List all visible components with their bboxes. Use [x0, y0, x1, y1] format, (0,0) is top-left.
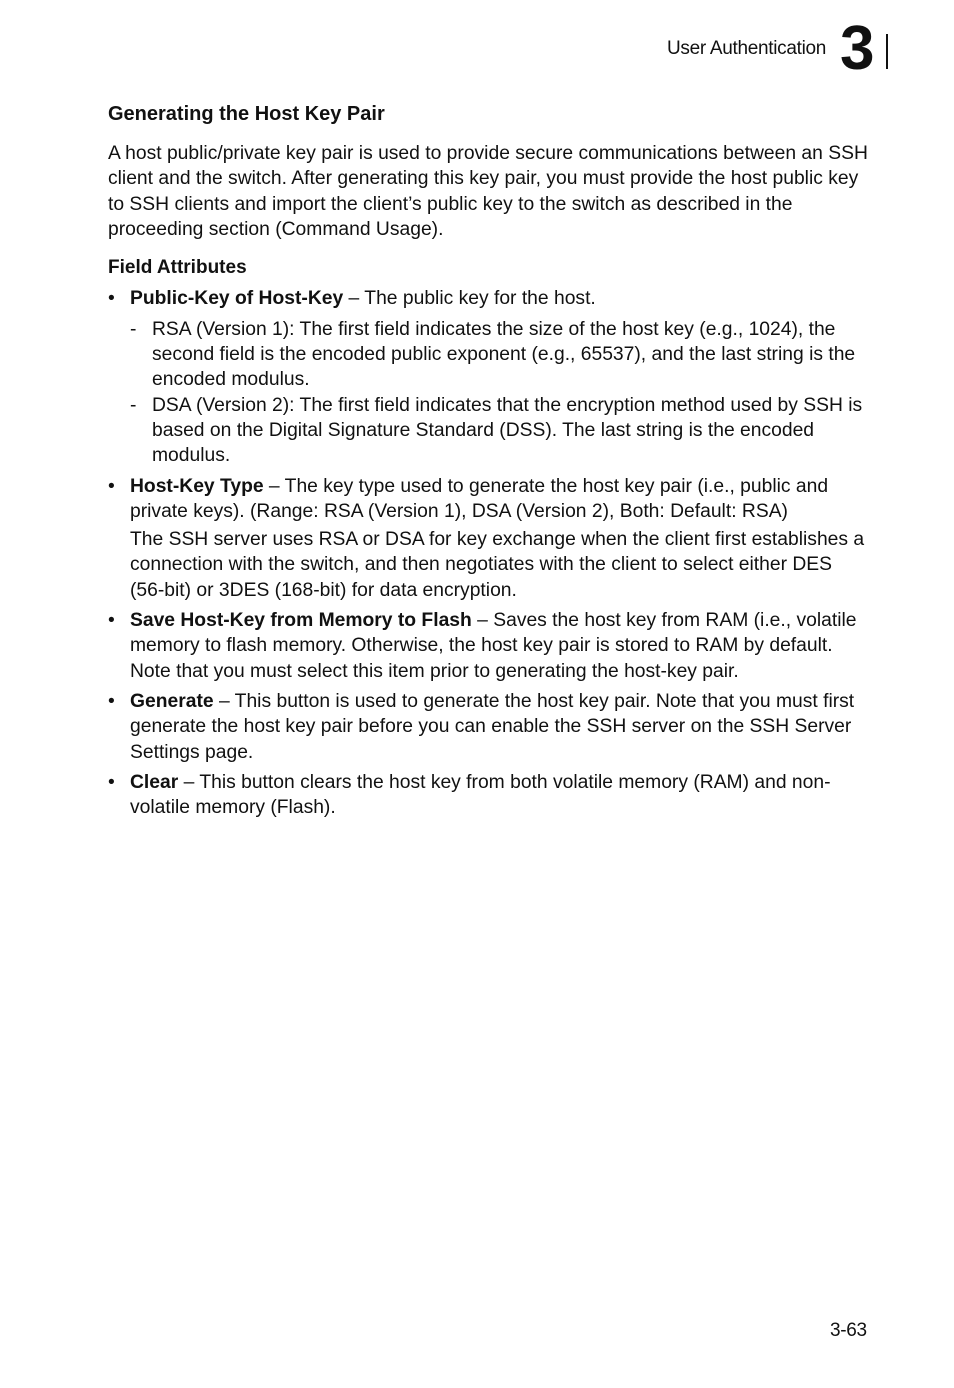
subitem-dsa — [130, 393, 868, 469]
chapter-number: 3 — [840, 14, 873, 83]
field-item-save-host-key — [108, 608, 868, 684]
running-header: User Authentication — [667, 38, 827, 59]
bullet-icon: • — [108, 690, 115, 712]
field-item-public-key — [108, 286, 868, 468]
page-number: 3-63 — [830, 1320, 867, 1341]
dash-icon: - — [130, 394, 137, 416]
field-description: – The key type used to generate the host key pair (i.e., public and private keys). (Range: RSA (Version 1), DSA (Version 2), Both: Default: RSA) — [130, 475, 829, 522]
field-attributes-heading: Field Attributes — [108, 257, 247, 279]
field-term: Generate — [130, 690, 214, 712]
subitem-text: RSA (Version 1): The first field indicates the size of the host key (e.g., 1024), the second field is the encoded public exponent (e.g., 65537), and the last string is the encoded modulus. — [152, 318, 856, 391]
bullet-icon: • — [108, 771, 115, 793]
field-list — [108, 286, 868, 820]
section-title: Generating the Host Key Pair — [108, 103, 385, 125]
field-description: – Saves the host key from RAM (i.e., volatile memory to flash memory. Otherwise, the host key pair is stored to RAM by default. Note that you must select this item prior to generating the host-key pair. — [130, 610, 857, 682]
subitem-text: DSA (Version 2): The first field indicates that the encryption method used by SSH is based on the Digital Signature Standard (DSS). The last string is the encoded modulus. — [152, 394, 863, 467]
field-description: – This button is used to generate the host key pair. Note that you must first generate the host key pair before you can enable the SSH server on the SSH Server Settings page. — [130, 690, 855, 763]
bullet-icon: • — [108, 610, 115, 632]
bullet-icon: • — [108, 475, 115, 497]
field-item-generate — [108, 689, 868, 765]
field-description: – This button clears the host key from both volatile memory (RAM) and non-volatile memory (Flash). — [130, 771, 831, 819]
field-item-host-key-type — [108, 474, 868, 603]
dash-icon: - — [130, 318, 137, 340]
field-term: Public-Key of Host-Key — [130, 288, 344, 310]
section-body — [108, 141, 868, 820]
subitem-rsa — [130, 317, 868, 393]
field-term: Clear — [130, 771, 179, 793]
chapter-divider — [886, 34, 888, 69]
field-description: – The public key for the host. — [343, 288, 596, 310]
field-term: Save Host-Key from Memory to Flash — [130, 610, 472, 632]
bullet-icon: • — [108, 288, 115, 310]
field-extra-paragraph: The SSH server uses RSA or DSA for key exchange when the client first establishes a connection with the switch, and then negotiates with the client to select either DES (56-bit) or 3DES (168-bit) for data encryption. — [130, 529, 865, 601]
intro-paragraph: A host public/private key pair is used to provide secure communications between an SSH client and the switch. After generating this key pair, you must provide the host public key to SSH clients and import the client’s public key to the switch as described in the proceeding section (Command Usage). — [108, 143, 868, 240]
field-item-clear — [108, 770, 868, 821]
field-term: Host-Key Type — [130, 475, 264, 497]
key-format-list — [130, 317, 868, 469]
